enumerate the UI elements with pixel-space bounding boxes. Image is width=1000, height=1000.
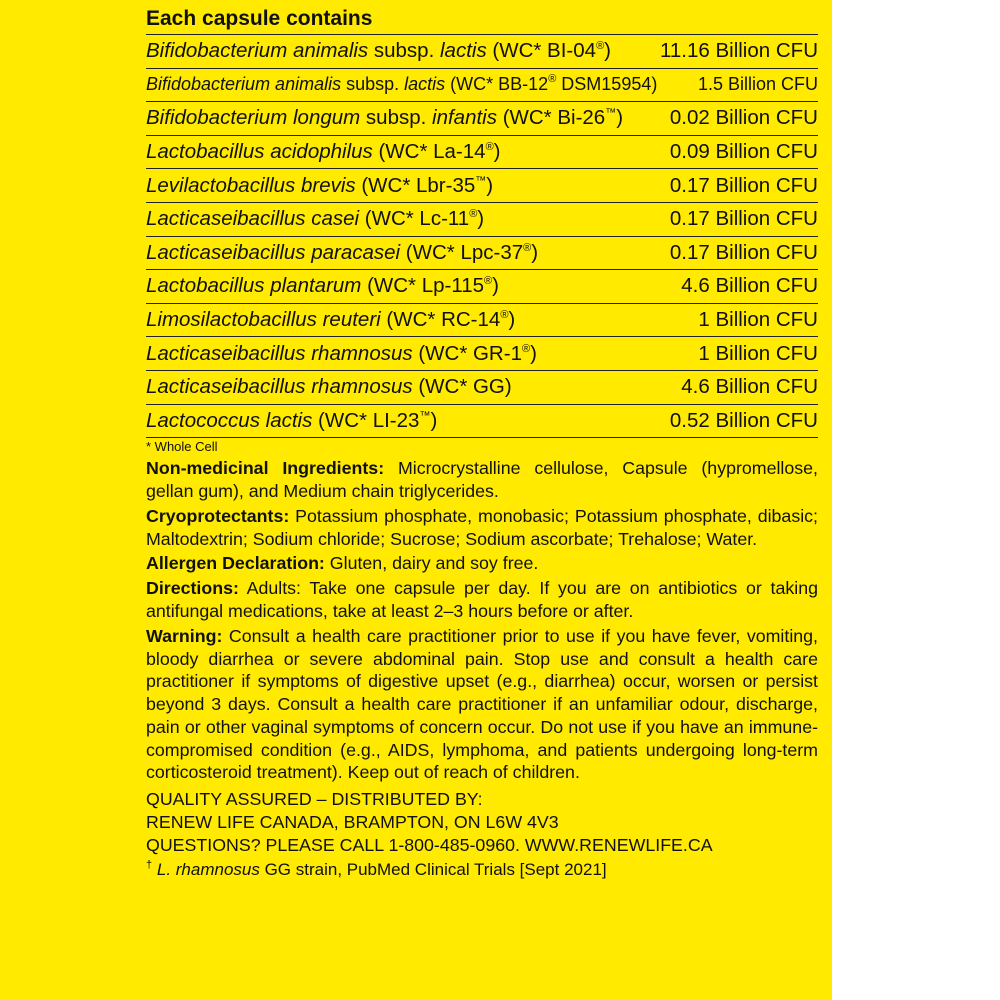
trademark-mark: ® bbox=[596, 40, 605, 53]
strain-name bbox=[146, 74, 657, 95]
strain-amount: 0.17 Billion CFU bbox=[669, 173, 818, 197]
section-label: Warning: bbox=[146, 625, 223, 646]
species-name: Bifidobacterium animalis bbox=[146, 74, 342, 95]
info-section bbox=[146, 457, 818, 503]
strain-text: ) bbox=[486, 173, 494, 197]
trademark-mark: ™ bbox=[419, 409, 431, 422]
strain-name bbox=[146, 375, 512, 399]
strain-text: ) bbox=[492, 274, 499, 298]
strain-text: ) bbox=[530, 341, 537, 365]
trademark-mark: ® bbox=[485, 141, 494, 154]
species-name: Lacticaseibacillus rhamnosus bbox=[146, 375, 413, 399]
species-name: Lactobacillus acidophilus bbox=[146, 140, 373, 164]
strain-text: ) bbox=[493, 140, 501, 164]
strain-name bbox=[146, 39, 611, 63]
strain-name bbox=[146, 140, 501, 164]
distributor-line-2: RENEW LIFE CANADA, BRAMPTON, ON L6W 4V3 bbox=[146, 812, 559, 833]
strain-text: (WC* GG) bbox=[412, 375, 512, 399]
species-name: Lacticaseibacillus rhamnosus bbox=[146, 341, 413, 365]
strain-amount: 1 Billion CFU bbox=[698, 308, 818, 332]
section-text: Adults: Take one capsule per day. If you are on antibiotics or taking antifungal medications, take at least 2–3 hours before or after. bbox=[146, 578, 818, 621]
strain-text: ) bbox=[430, 408, 438, 432]
section-text: Potassium phosphate, monobasic; Potassium phosphate, dibasic; Maltodextrin; Sodium chloride; Sucrose; Sodium ascorbate; Trehalose; Water. bbox=[146, 505, 818, 549]
strain-row bbox=[146, 102, 818, 136]
section-text: Microcrystalline cellulose, Capsule (hypromellose, gellan gum), and Medium chain triglycerides. bbox=[146, 458, 818, 501]
section-text: Gluten, dairy and soy free. bbox=[324, 553, 539, 574]
info-section bbox=[146, 577, 818, 623]
species-name: Lactococcus lactis bbox=[146, 408, 313, 432]
strain-table bbox=[146, 34, 818, 438]
section-heading: Each capsule contains bbox=[146, 7, 373, 30]
strain-row bbox=[146, 35, 818, 69]
distributor-line-1: QUALITY ASSURED – DISTRIBUTED BY: bbox=[146, 789, 483, 810]
dagger-marker: † bbox=[146, 858, 153, 871]
strain-text: ) bbox=[604, 39, 611, 63]
species-name: Bifidobacterium longum bbox=[146, 106, 361, 130]
species-name: Levilactobacillus brevis bbox=[146, 173, 356, 197]
distributor-block bbox=[146, 788, 818, 856]
strain-name bbox=[146, 207, 484, 231]
strain-text: ) bbox=[616, 106, 624, 130]
strain-name bbox=[146, 241, 538, 265]
info-sections bbox=[146, 457, 818, 784]
strain-row bbox=[146, 371, 818, 405]
strain-amount: 1 Billion CFU bbox=[698, 341, 818, 365]
strain-text: (WC* Bi-26 bbox=[497, 106, 606, 130]
trademark-mark: ® bbox=[548, 73, 557, 86]
strain-row bbox=[146, 203, 818, 237]
trademark-mark: ® bbox=[469, 208, 478, 221]
strain-row bbox=[146, 405, 818, 439]
strain-row bbox=[146, 136, 818, 170]
strain-text: DSM15954) bbox=[556, 74, 658, 95]
strain-text: (WC* Lpc-37 bbox=[400, 240, 524, 264]
trademark-mark: ® bbox=[484, 275, 493, 288]
strain-amount: 1.5 Billion CFU bbox=[697, 74, 818, 95]
strain-name bbox=[146, 174, 493, 198]
strain-text: ) bbox=[477, 207, 485, 231]
strain-text: subsp. bbox=[368, 39, 440, 63]
strain-text: (WC* LI-23 bbox=[312, 408, 420, 432]
info-section bbox=[146, 505, 818, 551]
species-name: lactis bbox=[439, 39, 487, 63]
strain-text: (WC* BI-04 bbox=[486, 39, 597, 63]
strain-amount: 0.17 Billion CFU bbox=[669, 240, 818, 264]
strain-text: (WC* Lbr-35 bbox=[355, 173, 476, 197]
strain-name bbox=[146, 308, 515, 332]
strain-text: subsp. bbox=[360, 106, 433, 130]
info-section bbox=[146, 625, 818, 785]
strain-row bbox=[146, 304, 818, 338]
strain-text: ) bbox=[531, 240, 539, 264]
section-label: Cryoprotectants: bbox=[146, 505, 290, 526]
strain-amount: 4.6 Billion CFU bbox=[681, 375, 818, 399]
species-name: Lacticaseibacillus casei bbox=[146, 207, 360, 231]
trademark-mark: ® bbox=[523, 241, 532, 254]
clinical-footnote bbox=[146, 859, 818, 881]
trademark-mark: ® bbox=[500, 309, 509, 322]
strain-row bbox=[146, 237, 818, 271]
section-label: Non-medicinal Ingredients: bbox=[146, 458, 385, 479]
strain-name bbox=[146, 106, 623, 130]
strain-name bbox=[146, 409, 437, 433]
species-name: lactis bbox=[404, 74, 446, 95]
strain-name bbox=[146, 342, 537, 366]
strain-amount: 0.02 Billion CFU bbox=[669, 106, 818, 130]
whole-cell-footnote: * Whole Cell bbox=[146, 439, 218, 455]
strain-text: (WC* Lp-115 bbox=[361, 274, 485, 298]
label-content bbox=[146, 4, 818, 881]
strain-text: (WC* RC-14 bbox=[380, 308, 501, 332]
footnote-text: GG strain, PubMed Clinical Trials [Sept 2021] bbox=[259, 859, 607, 879]
info-section bbox=[146, 552, 818, 575]
species-name: Limosilactobacillus reuteri bbox=[146, 308, 381, 332]
strain-amount: 0.17 Billion CFU bbox=[669, 207, 818, 231]
strain-row bbox=[146, 169, 818, 203]
strain-text: (WC* La-14 bbox=[372, 140, 486, 164]
strain-amount: 4.6 Billion CFU bbox=[681, 274, 818, 298]
trademark-mark: ™ bbox=[605, 107, 617, 120]
strain-amount: 0.52 Billion CFU bbox=[669, 408, 818, 432]
species-name: Bifidobacterium animalis bbox=[146, 39, 369, 63]
trademark-mark: ® bbox=[521, 342, 531, 355]
species-name: infantis bbox=[432, 106, 497, 130]
section-text: Consult a health care practitioner prior to use if you have fever, vomiting, bloody diarrhea or severe abdominal pain. Stop use and consult a health care practitioner if symptoms of digestive upset (e.g., diarrhea) occur, worsen or persist beyond 3 days. Consult a health care practitioner if an unfamiliar odour, discharge, pain or other vaginal symptoms of concern occur. Do not use if you have an immune-compromised condition (e.g., AIDS, lymphoma, and patients undergoing long-term corticosteroid treatment). Keep out of reach of children. bbox=[146, 625, 818, 783]
strain-name bbox=[146, 274, 499, 298]
section-label: Allergen Declaration: bbox=[146, 553, 325, 574]
strain-row bbox=[146, 69, 818, 103]
strain-text: (WC* Lc-11 bbox=[359, 207, 470, 231]
strain-row bbox=[146, 270, 818, 304]
section-label: Directions: bbox=[146, 578, 239, 599]
strain-text: subsp. bbox=[341, 74, 405, 95]
strain-text: ) bbox=[508, 308, 516, 332]
strain-amount: 0.09 Billion CFU bbox=[669, 140, 818, 164]
species-name: Lactobacillus plantarum bbox=[146, 274, 362, 298]
strain-row bbox=[146, 337, 818, 371]
trademark-mark: ™ bbox=[475, 174, 487, 187]
species-name: Lacticaseibacillus paracasei bbox=[146, 240, 401, 264]
strain-text: (WC* GR-1 bbox=[412, 341, 522, 365]
distributor-line-3: QUESTIONS? PLEASE CALL 1-800-485-0960. WWW.RENEWLIFE.CA bbox=[146, 834, 713, 855]
strain-text: (WC* BB-12 bbox=[445, 74, 549, 95]
footnote-species: L. rhamnosus bbox=[156, 859, 260, 879]
strain-amount: 11.16 Billion CFU bbox=[660, 39, 818, 63]
